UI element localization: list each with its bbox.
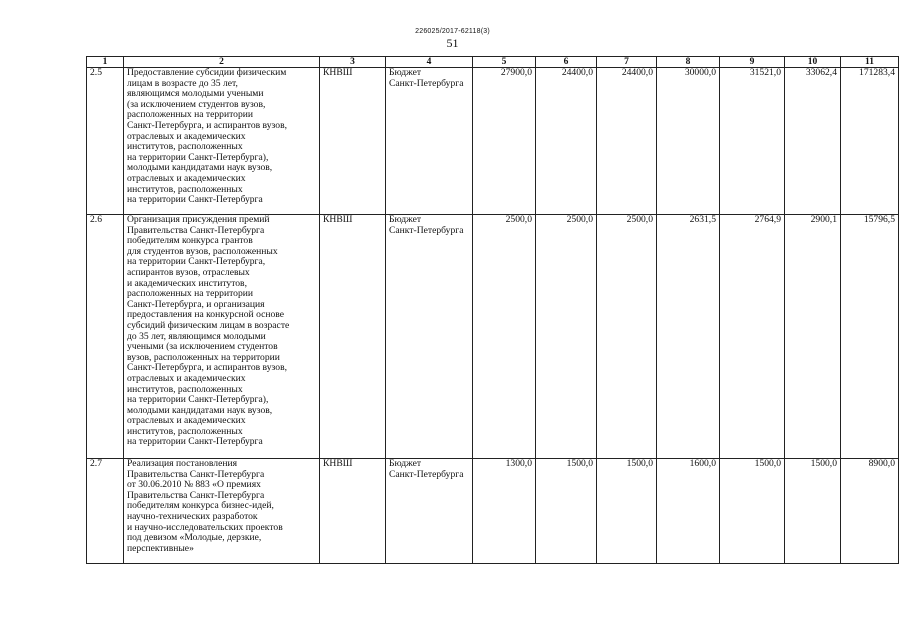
description-line: на территории Санкт-Петербурга xyxy=(127,195,263,206)
description-line: предоставления на конкурсной основе xyxy=(127,310,285,321)
description-line: Реализация постановления xyxy=(127,459,238,469)
description-line: на территории Санкт-Петербурга), xyxy=(127,395,269,406)
row-description xyxy=(124,459,320,564)
value-col6: 2500,0 xyxy=(536,215,597,459)
row-description xyxy=(124,68,320,215)
column-header: 2 xyxy=(124,57,320,68)
column-header: 5 xyxy=(473,57,536,68)
funding-source-line1: Бюджет xyxy=(389,458,422,469)
description-line: от 30.06.2010 № 883 «О премиях xyxy=(127,480,261,491)
value-col8: 30000,0 xyxy=(657,68,720,215)
value-col8: 1600,0 xyxy=(657,459,720,564)
document-id: 226025/2017-62118(3) xyxy=(415,28,490,35)
value-col7: 2500,0 xyxy=(597,215,657,459)
value-col11-total: 171283,4 xyxy=(841,68,899,215)
description-line: субсидий физическим лицам в возрасте xyxy=(127,320,290,331)
description-line: Предоставление субсидии физическим xyxy=(127,68,287,78)
value-col8: 2631,5 xyxy=(657,215,720,459)
description-line: учеными (за исключением студентов xyxy=(127,342,278,353)
description-line: Правительства Санкт-Петербурга xyxy=(127,490,265,501)
funding-source xyxy=(386,459,473,564)
description-line: Санкт-Петербурга, и организация xyxy=(127,299,265,310)
table-row xyxy=(87,459,899,564)
description-line: институтов, расположенных xyxy=(127,426,243,437)
description-line: молодыми кандидатами наук вузов, xyxy=(127,405,273,416)
table-row xyxy=(87,68,899,215)
value-col5: 2500,0 xyxy=(473,215,536,459)
description-line: институтов, расположенных xyxy=(127,184,243,195)
funding-source-line2: Санкт-Петербурга xyxy=(389,77,464,89)
value-col5: 27900,0 xyxy=(473,68,536,215)
row-number: 2.5 xyxy=(87,68,124,215)
value-col7: 1500,0 xyxy=(597,459,657,564)
table-row xyxy=(87,215,899,459)
description-line: на территории Санкт-Петербурга), xyxy=(127,152,269,163)
description-line: отраслевых и академических xyxy=(127,131,246,142)
row-number: 2.7 xyxy=(87,459,124,564)
description-line: Правительства Санкт-Петербурга xyxy=(127,469,265,480)
description-line: являющимся молодыми учеными xyxy=(127,89,264,100)
description-line: научно-технических разработок xyxy=(127,511,258,522)
description-line: отраслевых и академических xyxy=(127,416,246,427)
description-line: отраслевых и академических xyxy=(127,173,246,184)
description-line: (за исключением студентов вузов, xyxy=(127,99,266,110)
value-col7: 24400,0 xyxy=(597,68,657,215)
column-header: 3 xyxy=(320,57,386,68)
value-col9: 2764,9 xyxy=(720,215,785,459)
value-col6: 24400,0 xyxy=(536,68,597,215)
description-line: институтов, расположенных xyxy=(127,142,243,153)
column-header: 6 xyxy=(536,57,597,68)
value-col6: 1500,0 xyxy=(536,459,597,564)
budget-table xyxy=(86,56,899,564)
description-line: отраслевых и академических xyxy=(127,373,246,384)
page-number: 51 xyxy=(446,36,459,50)
description-line: институтов, расположенных xyxy=(127,384,243,395)
description-line: для студентов вузов, расположенных xyxy=(127,246,278,257)
value-col10: 33062,4 xyxy=(785,68,841,215)
funding-source xyxy=(386,215,473,459)
description-line: расположенных на территории xyxy=(127,110,254,121)
description-line: на территории Санкт-Петербурга xyxy=(127,437,263,448)
funding-source-line1: Бюджет xyxy=(389,214,422,225)
funding-source-line2: Санкт-Петербурга xyxy=(389,468,464,480)
description-line: и научно-исследовательских проектов xyxy=(127,522,283,533)
column-header: 11 xyxy=(841,57,899,68)
column-header: 7 xyxy=(597,57,657,68)
row-description xyxy=(124,215,320,459)
column-header: 4 xyxy=(386,57,473,68)
column-header: 9 xyxy=(720,57,785,68)
column-header: 8 xyxy=(657,57,720,68)
description-line: Организация присуждения премий xyxy=(127,215,270,225)
funding-source xyxy=(386,68,473,215)
table-header-row xyxy=(87,57,899,68)
description-line: вузов, расположенных на территории xyxy=(127,352,280,363)
responsible-agency: КНВШ xyxy=(320,68,386,215)
description-line: лицам в возрасте до 35 лет, xyxy=(127,78,238,89)
description-line: перспективные» xyxy=(127,543,194,554)
description-line: Санкт-Петербурга, и аспирантов вузов, xyxy=(127,120,288,131)
description-line: Правительства Санкт-Петербурга xyxy=(127,225,265,236)
responsible-agency: КНВШ xyxy=(320,215,386,459)
value-col11-total: 8900,0 xyxy=(841,459,899,564)
column-header: 1 xyxy=(87,57,124,68)
value-col5: 1300,0 xyxy=(473,459,536,564)
value-col11-total: 15796,5 xyxy=(841,215,899,459)
description-line: на территории Санкт-Петербурга, xyxy=(127,257,266,268)
description-line: победителям конкурса бизнес-идей, xyxy=(127,501,274,512)
description-line: молодыми кандидатами наук вузов, xyxy=(127,163,273,174)
value-col9: 1500,0 xyxy=(720,459,785,564)
column-header: 10 xyxy=(785,57,841,68)
row-number: 2.6 xyxy=(87,215,124,459)
description-line: и академических институтов, xyxy=(127,278,247,289)
description-line: победителям конкурса грантов xyxy=(127,236,253,247)
description-line: аспирантов вузов, отраслевых xyxy=(127,267,250,278)
description-line: под девизом «Молодые, дерзкие, xyxy=(127,533,262,544)
funding-source-line1: Бюджет xyxy=(389,67,422,78)
responsible-agency: КНВШ xyxy=(320,459,386,564)
value-col10: 2900,1 xyxy=(785,215,841,459)
description-line: Санкт-Петербурга, и аспирантов вузов, xyxy=(127,363,288,374)
funding-source-line2: Санкт-Петербурга xyxy=(389,224,464,236)
value-col10: 1500,0 xyxy=(785,459,841,564)
description-line: расположенных на территории xyxy=(127,289,254,300)
description-line: до 35 лет, являющимся молодыми xyxy=(127,331,266,342)
value-col9: 31521,0 xyxy=(720,68,785,215)
